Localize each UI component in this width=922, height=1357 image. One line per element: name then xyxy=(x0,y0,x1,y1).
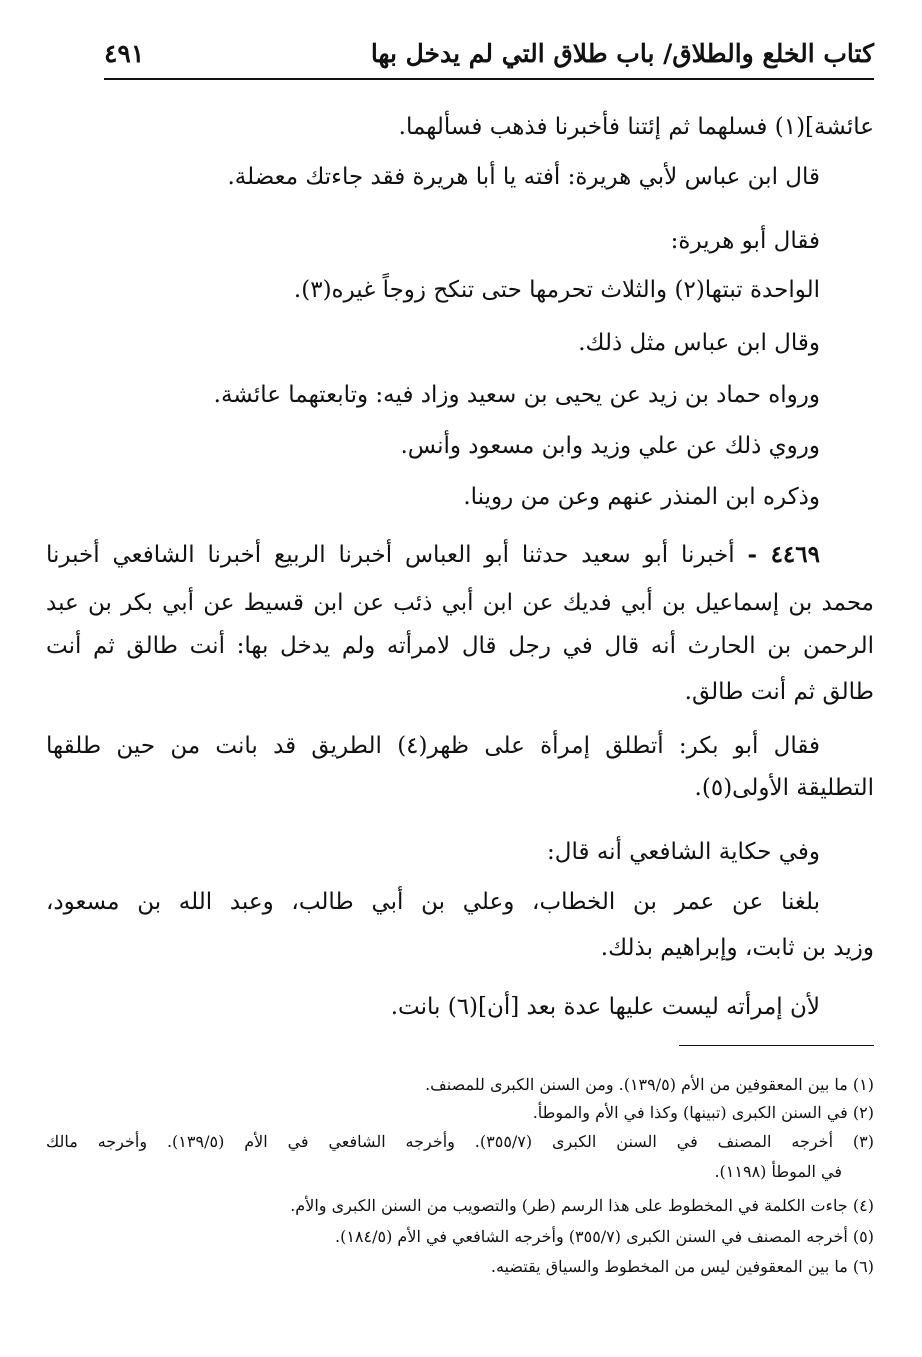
body-line-12: طالق ثم أنت طالق. xyxy=(684,679,874,705)
body-line-10: محمد بن إسماعيل بن أبي فديك عن ابن أبي ذئب عن ابن قسيط عن أبي بكر بن عبد xyxy=(46,590,874,616)
page-number: ٤٩١ xyxy=(104,38,145,68)
body-line-7: وروي ذلك عن علي وزيد وابن مسعود وأنس. xyxy=(400,433,820,459)
header-rule xyxy=(104,78,874,80)
footnote-3-cont: في الموطأ (١١٩٨). xyxy=(714,1162,842,1181)
body-line-14: التطليقة الأولى(٥). xyxy=(694,775,874,801)
body-line-5: وقال ابن عباس مثل ذلك. xyxy=(578,330,820,356)
footnote-2: (٢) في السنن الكبرى (تبينها) وكذا في الأم والموطأ. xyxy=(532,1103,874,1122)
hadith-4469-line-1 xyxy=(46,540,820,570)
body-line-4: الواحدة تبتها(٢) والثلاث تحرمها حتى تنكح زوجاً غيره(٣). xyxy=(293,277,820,303)
body-line-18: لأن إمرأته ليست عليها عدة بعد [أن](٦) بانت. xyxy=(390,994,820,1020)
body-line-2: قال ابن عباس لأبي هريرة: أفته يا أبا هريرة فقد جاءتك معضلة. xyxy=(227,164,820,190)
footnote-rule xyxy=(679,1045,874,1046)
footnote-1: (١) ما بين المعقوفين من الأم (١٣٩/٥). ومن السنن الكبرى للمصنف. xyxy=(425,1075,874,1094)
body-line-8: وذكره ابن المنذر عنهم وعن من روينا. xyxy=(463,484,820,510)
running-title: كتاب الخلع والطلاق/ باب طلاق التي لم يدخل بها xyxy=(370,38,874,68)
hadith-number: ٤٤٦٩ - xyxy=(747,541,820,568)
body-line-15: وفي حكاية الشافعي أنه قال: xyxy=(547,839,820,865)
body-line-16: بلغنا عن عمر بن الخطاب، وعلي بن أبي طالب، وعبد الله بن مسعود، xyxy=(46,889,820,915)
body-line-6: ورواه حماد بن زيد عن يحيى بن سعيد وزاد فيه: وتابعتهما عائشة. xyxy=(213,382,820,408)
running-header xyxy=(104,30,874,76)
body-line-13: فقال أبو بكر: أتطلق إمرأة على ظهر(٤) الطريق قد بانت من حين طلقها xyxy=(46,733,820,759)
footnote-3: (٣) أخرجه المصنف في السنن الكبرى (٣٥٥/٧). وأخرجه الشافعي في الأم (١٣٩/٥). وأخرجه مالك xyxy=(46,1132,874,1151)
footnote-6: (٦) ما بين المعقوفين ليس من المخطوط والسياق يقتضيه. xyxy=(490,1257,874,1276)
body-line-1: عائشة](١) فسلهما ثم إئتنا فأخبرنا فذهب فسألهما. xyxy=(398,114,874,140)
footnote-5: (٥) أخرجه المصنف في السنن الكبرى (٣٥٥/٧) وأخرجه الشافعي في الأم (١٨٤/٥). xyxy=(335,1227,874,1246)
footnote-4: (٤) جاءت الكلمة في المخطوط على هذا الرسم (طر) والتصويب من السنن الكبرى والأم. xyxy=(290,1196,874,1215)
hadith-4469-text: أخبرنا أبو سعيد حدثنا أبو العباس أخبرنا الربيع أخبرنا الشافعي أخبرنا xyxy=(46,542,735,568)
body-line-3: فقال أبو هريرة: xyxy=(670,228,820,254)
body-line-11: الرحمن بن الحارث أنه قال في رجل قال لامرأته ولم يدخل بها: أنت طالق ثم أنت xyxy=(46,633,874,659)
body-line-17: وزيد بن ثابت، وإبراهيم بذلك. xyxy=(600,935,874,961)
